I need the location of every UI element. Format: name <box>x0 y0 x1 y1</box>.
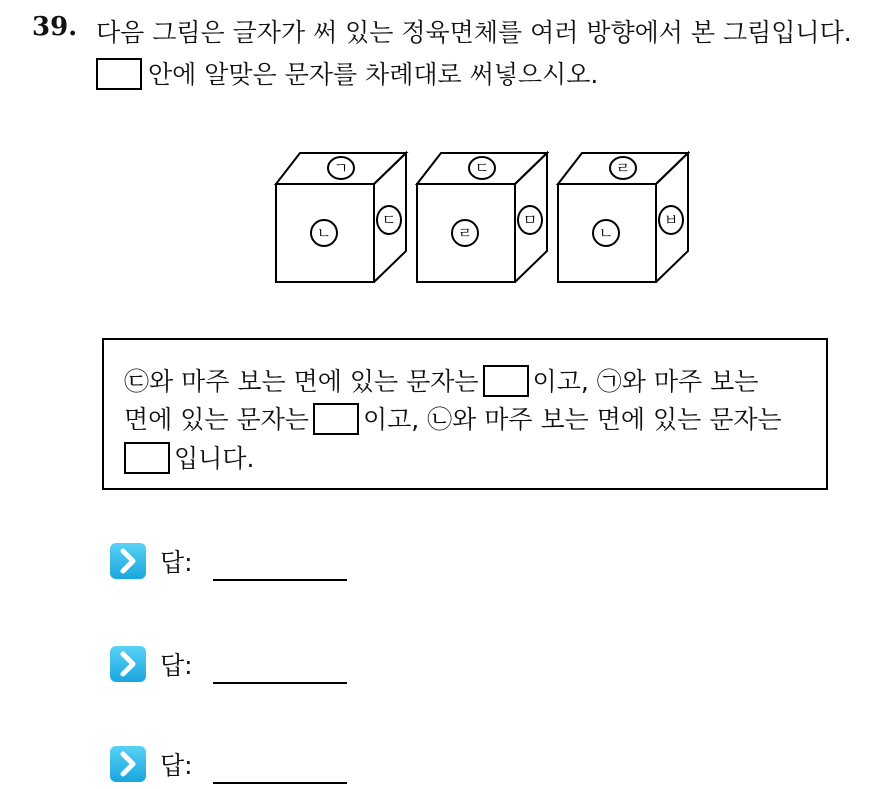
cube-2-side-letter: ㅁ <box>522 211 538 229</box>
cube-2-front-letter: ㄹ <box>457 224 473 242</box>
answer-blank-3[interactable] <box>124 442 170 474</box>
answer-row-3 <box>110 744 347 784</box>
cube-3-side-letter: ㅂ <box>663 211 679 229</box>
fill-line-2-text-b: 이고, ㉡와 마주 보는 면에 있는 문자는 <box>362 405 782 434</box>
answer-input-line-1[interactable] <box>213 578 347 581</box>
chevron-right-icon <box>110 646 146 682</box>
fill-line-3-text-b: 입니다. <box>174 444 255 473</box>
cube-1-front-letter: ㄴ <box>316 224 332 242</box>
cube-1-side-letter: ㄷ <box>381 211 397 229</box>
cube-3-top-letter: ㄹ <box>615 159 631 177</box>
answer-label-1: 답: <box>160 548 193 577</box>
question-text-line1: 다음 그림은 글자가 써 있는 정육면체를 여러 방향에서 본 그림입니다. <box>96 18 852 47</box>
blank-box-example <box>96 58 142 90</box>
fill-line-2 <box>124 400 782 436</box>
chevron-right-icon <box>110 543 146 579</box>
fill-line-1 <box>124 362 758 398</box>
answer-input-line-3[interactable] <box>213 781 347 784</box>
answer-blank-1[interactable] <box>483 365 529 397</box>
cube-2-top-letter: ㄷ <box>474 159 490 177</box>
answer-row-2 <box>110 644 347 684</box>
answer-blank-2[interactable] <box>313 403 359 435</box>
fill-line-2-text-a: 면에 있는 문자는 <box>124 405 309 434</box>
fill-line-1-text-a: ㉢와 마주 보는 면에 있는 문자는 <box>124 367 479 396</box>
cube-1-top-letter: ㄱ <box>333 159 349 177</box>
fill-in-box <box>102 338 828 490</box>
cube-3-front-letter: ㄴ <box>598 224 614 242</box>
fill-line-3 <box>124 439 254 475</box>
answer-label-3: 답: <box>160 751 193 780</box>
question-number: 39. <box>32 12 78 42</box>
fill-line-1-text-b: 이고, ㉠와 마주 보는 <box>532 367 759 396</box>
answer-label-2: 답: <box>160 651 193 680</box>
answer-input-line-2[interactable] <box>213 681 347 684</box>
cube-figures <box>270 150 690 285</box>
question-text-line2 <box>96 55 598 91</box>
question-text-line2-content: 안에 알맞은 문자를 차례대로 써넣으시오. <box>148 60 599 89</box>
answer-row-1 <box>110 541 347 581</box>
chevron-right-icon <box>110 746 146 782</box>
